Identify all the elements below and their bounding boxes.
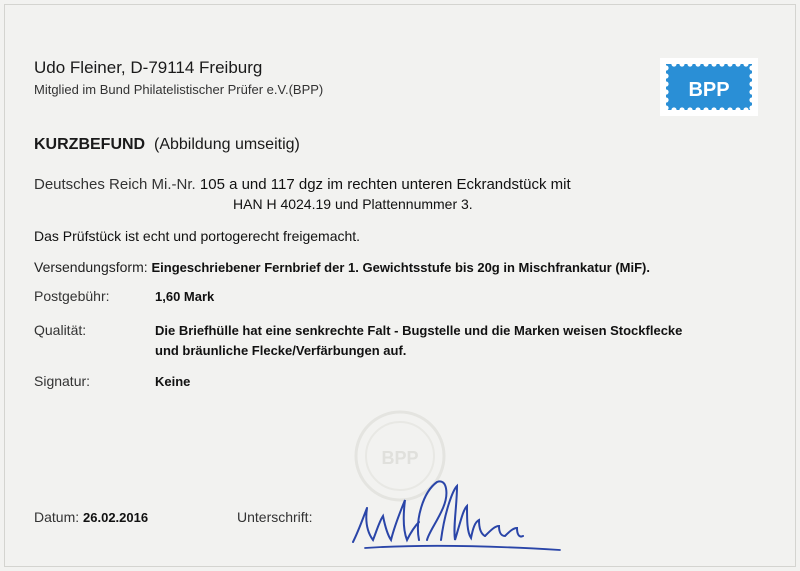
postage-value: 1,60 Mark — [155, 289, 215, 304]
seal-text: BPP — [381, 448, 419, 468]
subject-prefix: Deutsches Reich Mi.-Nr. — [34, 176, 196, 193]
signature-label: Unterschrift: — [237, 509, 313, 525]
date-label: Datum: — [34, 509, 80, 525]
handwritten-signature — [345, 470, 570, 555]
date-row — [34, 509, 148, 525]
bpp-logo — [660, 58, 758, 116]
subject-line-2: HAN H 4024.19 und Plattennummer 3. — [233, 196, 473, 212]
quality-label: Qualität: — [34, 322, 87, 338]
dispatch-value: Eingeschriebener Fernbrief der 1. Gewichtsstufe bis 20g in Mischfrankatur (MiF). — [151, 260, 650, 275]
examiner-membership: Mitglied im Bund Philatelistischer Prüfer e.V.(BPP) — [34, 82, 324, 97]
report-title-main: KURZBEFUND — [34, 136, 146, 153]
report-title-note: (Abbildung umseitig) — [154, 136, 300, 153]
dispatch-row — [34, 259, 650, 275]
signature-mark-label: Signatur: — [34, 373, 91, 389]
quality-value — [155, 321, 682, 361]
report-title — [34, 136, 300, 154]
subject-numbers: 105 a und 117 dgz im rechten unteren Eckrandstück mit — [199, 176, 571, 193]
quality-line-1: Die Briefhülle hat eine senkrechte Falt - Bugstelle und die Marken weisen Stockflecke — [155, 323, 683, 338]
signature-mark-value: Keine — [155, 374, 191, 389]
bpp-logo-text: BPP — [688, 79, 730, 101]
authenticity-statement: Das Prüfstück ist echt und portogerecht freigemacht. — [34, 228, 361, 244]
quality-line-2: und bräunliche Flecke/Verfärbungen auf. — [155, 343, 407, 358]
postage-label: Postgebühr: — [34, 288, 110, 304]
dispatch-label: Versendungsform: — [34, 259, 148, 275]
subject-line-1 — [34, 176, 571, 193]
date-value: 26.02.2016 — [83, 510, 149, 525]
examiner-name: Udo Fleiner, D-79114 Freiburg — [34, 58, 263, 77]
